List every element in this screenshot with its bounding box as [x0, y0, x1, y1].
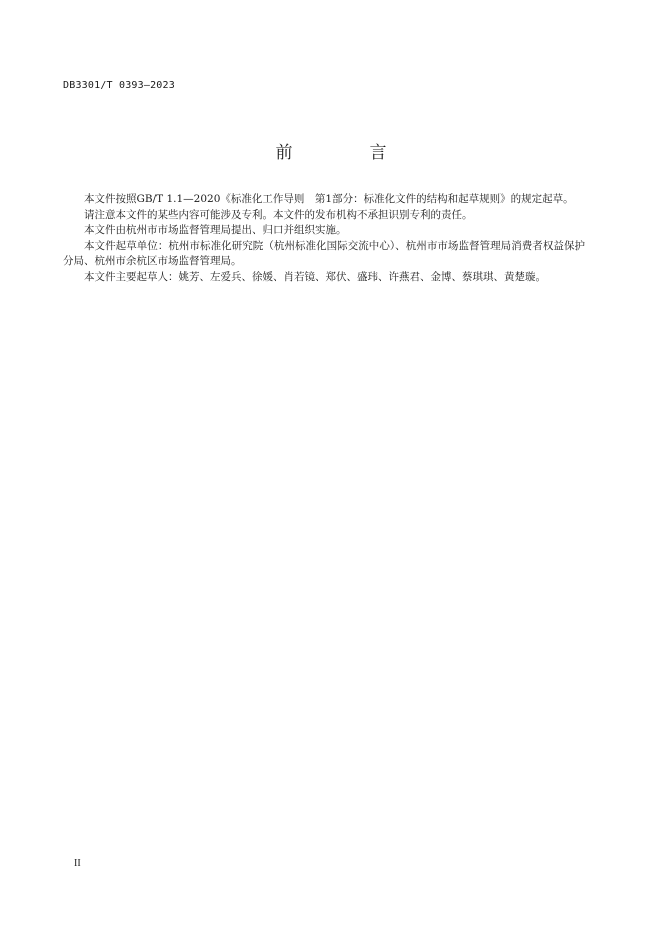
paragraph-drafting-units: 本文件起草单位：杭州市标准化研究院（杭州标准化国际交流中心）、杭州市市场监督管理局消费者权益保护分局、杭州市余杭区市场监督管理局。 — [63, 239, 585, 267]
foreword-body — [63, 192, 585, 285]
paragraph-drafting-rules: 本文件按照GB/T 1.1—2020《标准化工作导则 第1部分：标准化文件的结构和起草规则》的规定起草。 — [84, 193, 574, 205]
paragraph-drafters: 本文件主要起草人：姚芳、左爱兵、徐媛、肖若镜、郑伏、盛玮、许燕君、金博、蔡琪琪、黄楚璇。 — [84, 270, 546, 283]
document-code: DB3301/T 0393—2023 — [63, 80, 175, 91]
paragraph-patent-notice: 请注意本文件的某些内容可能涉及专利。本文件的发布机构不承担识别专利的责任。 — [84, 208, 473, 221]
page-number: II — [74, 858, 81, 869]
page-title: 前 言 — [275, 143, 417, 163]
paragraph-proposer: 本文件由杭州市市场监督管理局提出、归口并组织实施。 — [84, 224, 347, 236]
